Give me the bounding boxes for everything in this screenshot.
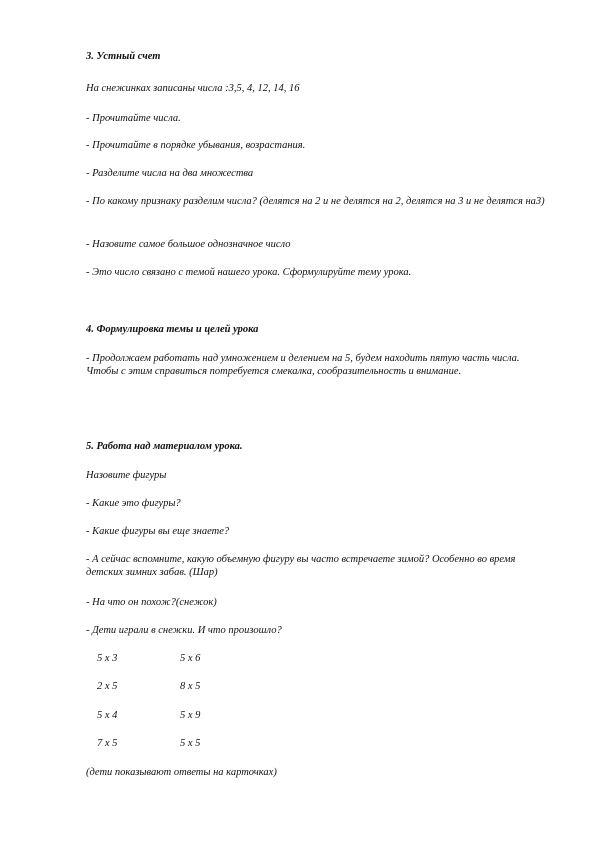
example-1-left: 5 х 3 (97, 653, 118, 664)
section-5-note: (дети показывают ответы на карточках) (86, 767, 277, 778)
section-5-question-5: - Дети играли в снежки. И что произошло? (86, 625, 282, 636)
section-5-question-1: - Какие это фигуры? (86, 498, 181, 509)
section-3-question-4: - По какому признаку разделим числа? (делятся на 2 и не делятся на 2, делятся на 3 и не делятся на3) (86, 196, 545, 207)
section-5-intro: Назовите фигуры (86, 470, 167, 481)
section-5-question-3: - А сейчас вспомните, какую объемную фигуру вы часто встречаете зимой? Особенно во время детских зимних забав. (Шар) (86, 554, 516, 578)
section-4-heading: 4. Формулировка темы и целей урока (86, 324, 259, 335)
example-2-right: 8 х 5 (180, 681, 201, 692)
example-4-left: 7 х 5 (97, 738, 118, 749)
example-2-left: 2 х 5 (97, 681, 118, 692)
section-3-question-1: - Прочитайте числа. (86, 113, 181, 124)
section-5-question-2: - Какие фигуры вы еще знаете? (86, 526, 230, 537)
example-3-right: 5 х 9 (180, 710, 201, 721)
section-3-intro: На снежинках записаны числа :3,5, 4, 12, 14, 16 (86, 83, 300, 94)
section-5-heading: 5. Работа над материалом урока. (86, 441, 243, 452)
example-3-left: 5 х 4 (97, 710, 118, 721)
section-5-question-4: - На что он похож?(снежок) (86, 597, 217, 608)
section-4-text: - Продолжаем работать над умножением и делением на 5, будем находить пятую часть числа. Чтобы с этим справиться потребуется смекалка, сообразительность и внимание. (86, 353, 520, 377)
section-3-question-5: - Назовите самое большое однозначное число (86, 239, 291, 250)
section-3-heading: 3. Устный счет (86, 51, 161, 62)
section-3-question-2: - Прочитайте в порядке убывания, возрастания. (86, 140, 306, 151)
section-3-question-6: - Это число связано с темой нашего урока. Сформулируйте тему урока. (86, 267, 412, 278)
example-4-right: 5 х 5 (180, 738, 201, 749)
section-3-question-3: - Разделите числа на два множества (86, 168, 254, 179)
example-1-right: 5 х 6 (180, 653, 201, 664)
